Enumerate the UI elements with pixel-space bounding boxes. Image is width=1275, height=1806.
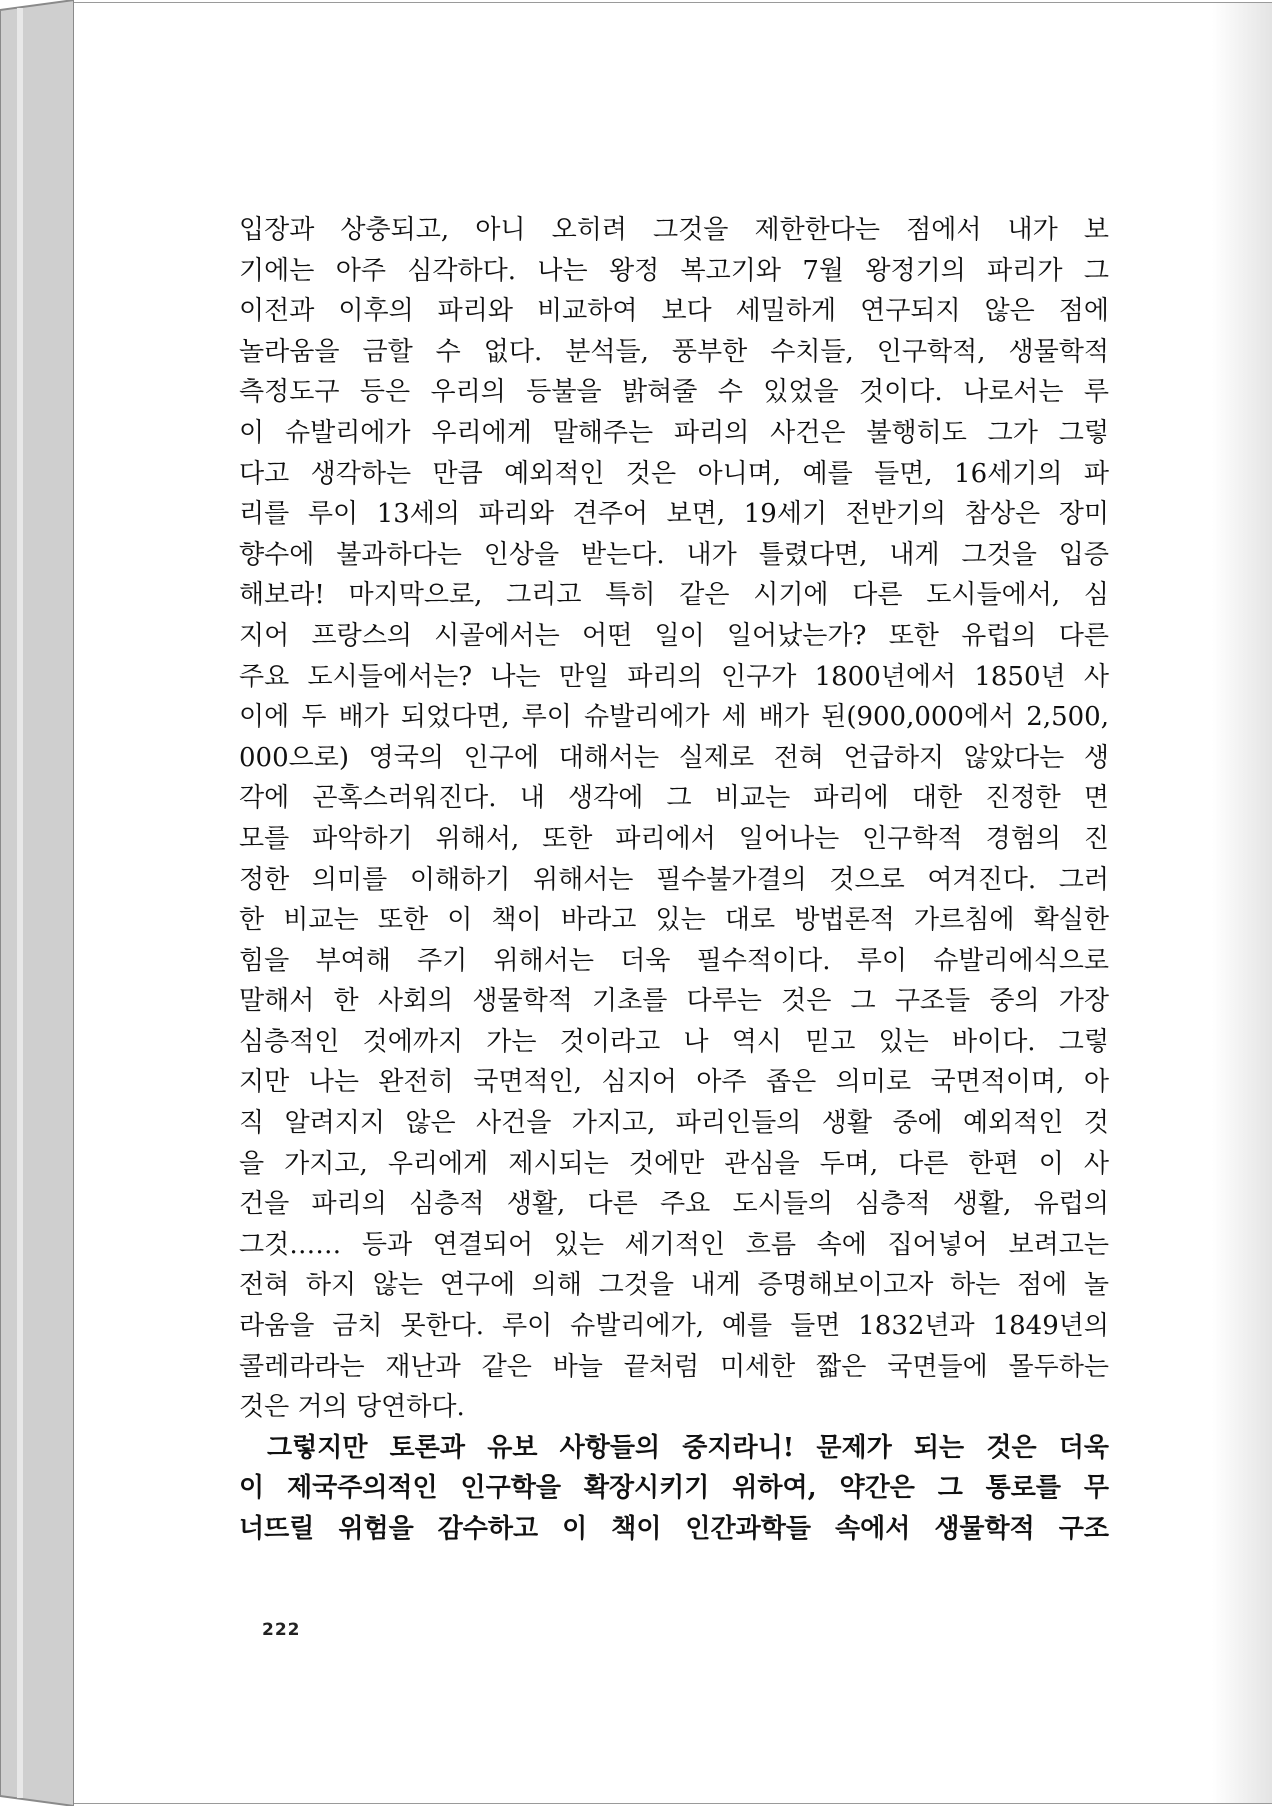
text-line: 리를 루이 13세의 파리와 견주어 보면, 19세기 전반기의 참상은 장미 [239, 499, 1109, 530]
text-line: 이전과 이후의 파리와 비교하여 보다 세밀하게 연구되지 않은 점에 [239, 296, 1109, 327]
text-line: 지어 프랑스의 시골에서는 어떤 일이 일어났는가? 또한 유럽의 다른 [239, 620, 1109, 651]
page-edge-shadow [1212, 3, 1272, 1803]
text-line: 놀라움을 금할 수 없다. 분석들, 풍부한 수치들, 인구학적, 생물학적 [239, 336, 1109, 367]
text-line: 심층적인 것에까지 가는 것이라고 나 역시 믿고 있는 바이다. 그렇 [239, 1026, 1109, 1057]
text-line: 콜레라라는 재난과 같은 바늘 끝처럼 미세한 짧은 국면들에 몰두하는 [239, 1351, 1109, 1382]
text-line: 것은 거의 당연하다. [239, 1392, 465, 1423]
text-line: 라움을 금치 못한다. 루이 슈발리에가, 예를 들면 1832년과 1849년의 [239, 1311, 1109, 1342]
text-line: 주요 도시들에서는? 나는 만일 파리의 인구가 1800년에서 1850년 사 [239, 661, 1109, 692]
text-line: 각에 곤혹스러워진다. 내 생각에 그 비교는 파리에 대한 진정한 면 [239, 783, 1109, 814]
text-line: 정한 의미를 이해하기 위해서는 필수불가결의 것으로 여겨진다. 그러 [239, 864, 1109, 895]
text-line: 입장과 상충되고, 아니 오히려 그것을 제한한다는 점에서 내가 보 [239, 215, 1109, 245]
text-line: 지만 나는 완전히 국면적인, 심지어 아주 좁은 의미로 국면적이며, 아 [239, 1067, 1109, 1098]
text-line: 한 비교는 또한 이 책이 바라고 있는 대로 방법론적 가르침에 확실한 [239, 905, 1109, 936]
text-line: 측정도구 등은 우리의 등불을 밝혀줄 수 있었을 것이다. 나로서는 루 [239, 377, 1109, 408]
page-number: 222 [262, 1620, 301, 1640]
text-line: 힘을 부여해 주기 위해서는 더욱 필수적이다. 루이 슈발리에식으로 [239, 945, 1109, 976]
text-line: 다고 생각하는 만큼 예외적인 것은 아니며, 예를 들면, 16세기의 파 [239, 458, 1109, 489]
text-line: 해보라! 마지막으로, 그리고 특히 같은 시기에 다른 도시들에서, 심 [239, 580, 1109, 611]
body-text [239, 210, 1109, 1550]
text-line: 그것…… 등과 연결되어 있는 세기적인 흐름 속에 집어넣어 보려고는 [239, 1229, 1109, 1260]
text-line: 이 제국주의적인 인구학을 확장시키기 위하여, 약간은 그 통로를 무 [239, 1473, 1109, 1504]
book-spine [0, 0, 74, 1806]
text-line: 향수에 불과하다는 인상을 받는다. 내가 틀렸다면, 내게 그것을 입증 [239, 539, 1109, 570]
text-line: 너뜨릴 위험을 감수하고 이 책이 인간과학들 속에서 생물학적 구조 [239, 1514, 1109, 1544]
paragraph-1 [239, 210, 1109, 1428]
text-line: 이 슈발리에가 우리에게 말해주는 파리의 사건은 불행히도 그가 그렇 [239, 417, 1109, 448]
text-line: 모를 파악하기 위해서, 또한 파리에서 일어나는 인구학적 경험의 진 [239, 823, 1109, 854]
text-line: 000으로) 영국의 인구에 대해서는 실제로 전혀 언급하지 않았다는 생 [239, 742, 1109, 773]
text-line: 전혀 하지 않는 연구에 의해 그것을 내게 증명해보이고자 하는 점에 놀 [239, 1270, 1109, 1301]
text-line: 기에는 아주 심각하다. 나는 왕정 복고기와 7월 왕정기의 파리가 그 [239, 255, 1109, 286]
paragraph-2 [239, 1428, 1109, 1550]
text-line: 건을 파리의 심층적 생활, 다른 주요 도시들의 심층적 생활, 유럽의 [239, 1189, 1109, 1220]
text-line: 직 알려지지 않은 사건을 가지고, 파리인들의 생활 중에 예외적인 것 [239, 1108, 1109, 1139]
text-line: 이에 두 배가 되었다면, 루이 슈발리에가 세 배가 된(900,000에서 2,500, [239, 702, 1109, 733]
text-line: 을 가지고, 우리에게 제시되는 것에만 관심을 두며, 다른 한편 이 사 [239, 1148, 1109, 1179]
text-line: 그렇지만 토론과 유보 사항들의 중지라니! 문제가 되는 것은 더욱 [267, 1432, 1109, 1463]
text-line: 말해서 한 사회의 생물학적 기초를 다루는 것은 그 구조들 중의 가장 [239, 986, 1109, 1017]
